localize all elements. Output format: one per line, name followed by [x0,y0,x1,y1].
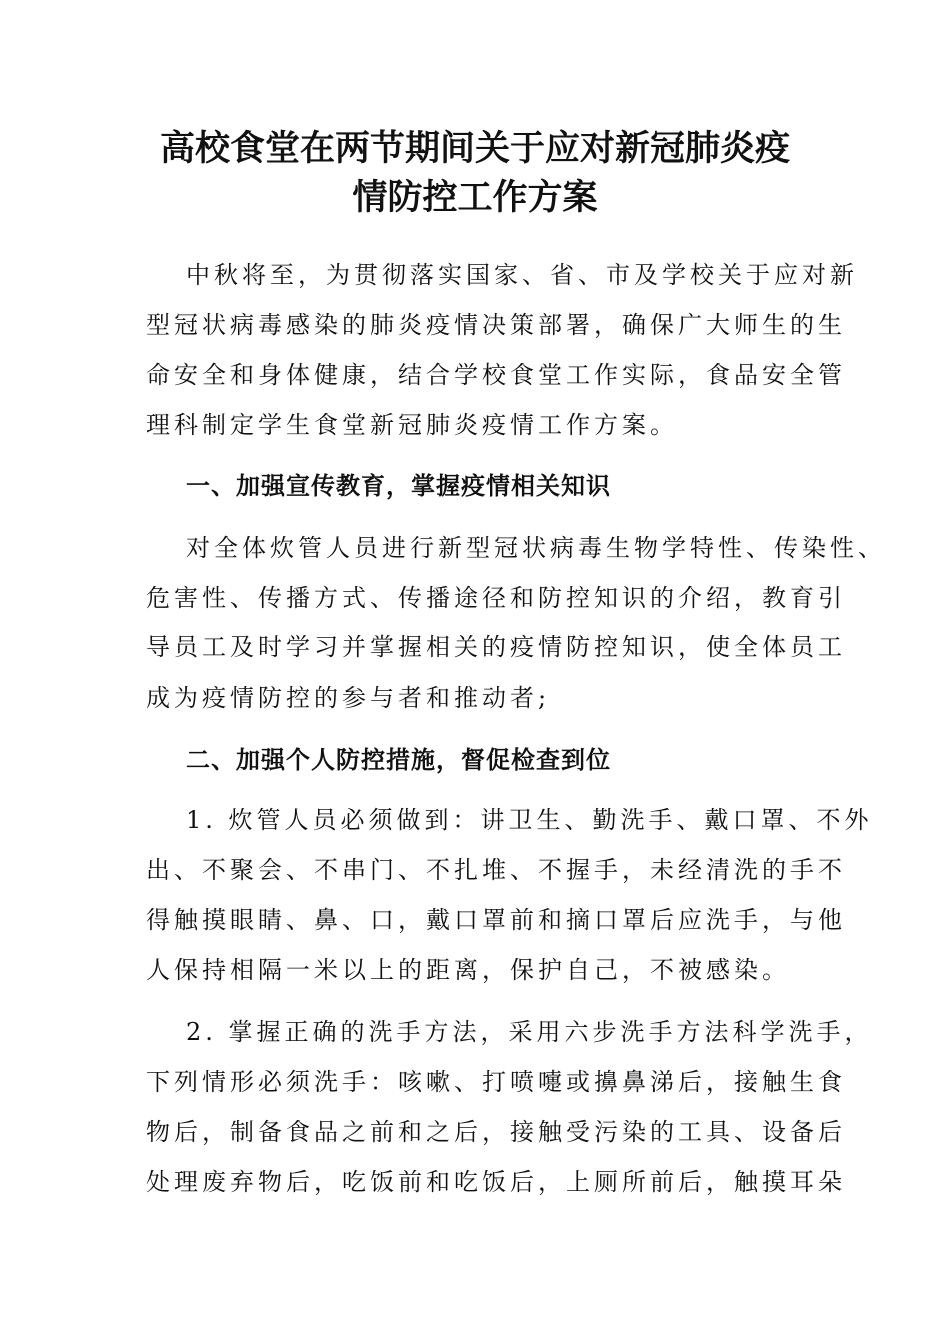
document-title-line-1: 高校食堂在两节期间关于应对新冠肺炎疫 [159,128,790,169]
item-2-line-2: 下列情形必须洗手：咳嗽、打喷嚏或擤鼻涕后，接触生食 [146,1068,846,1096]
item-1-line-2: 出、不聚会、不串门、不扎堆、不握手，未经清洗的手不 [146,856,846,884]
intro-line-4: 理科制定学生食堂新冠肺炎疫情工作方案。 [146,411,678,439]
item-1-line-1: 1. 炊管人员必须做到：讲卫生、勤洗手、戴口罩、不外 [186,806,873,834]
intro-line-1: 中秋将至，为贯彻落实国家、省、市及学校关于应对新 [186,261,858,289]
intro-line-3: 命安全和身体健康，结合学校食堂工作实际，食品安全管 [146,361,846,389]
section-1-line-3: 导员工及时学习并掌握相关的疫情防控知识，使全体员工 [146,633,846,661]
item-2-line-3: 物后，制备食品之前和之后，接触受污染的工具、设备后 [146,1118,846,1146]
item-2-line-4: 处理废弃物后，吃饭前和吃饭后，上厕所前后，触摸耳朵 [146,1168,846,1196]
item-2-line-1: 2. 掌握正确的洗手方法，采用六步洗手方法科学洗手， [186,1018,873,1046]
section-1-line-1: 对全体炊管人员进行新型冠状病毒生物学特性、传染性、 [186,534,886,562]
item-1-line-3: 得触摸眼睛、鼻、口，戴口罩前和摘口罩后应洗手，与他 [146,906,846,934]
item-1-line-4: 人保持相隔一米以上的距离，保护自己，不被感染。 [146,956,790,984]
section-1-line-4: 成为疫情防控的参与者和推动者; [146,684,551,712]
section-2-heading: 二、加强个人防控措施，督促检查到位 [186,746,611,774]
document-title-line-2: 情防控工作方案 [352,177,598,218]
section-1-line-2: 危害性、传播方式、传播途径和防控知识的介绍，教育引 [146,584,846,612]
intro-line-2: 型冠状病毒感染的肺炎疫情决策部署，确保广大师生的生 [146,311,846,339]
section-1-heading: 一、加强宣传教育，掌握疫情相关知识 [186,472,611,500]
